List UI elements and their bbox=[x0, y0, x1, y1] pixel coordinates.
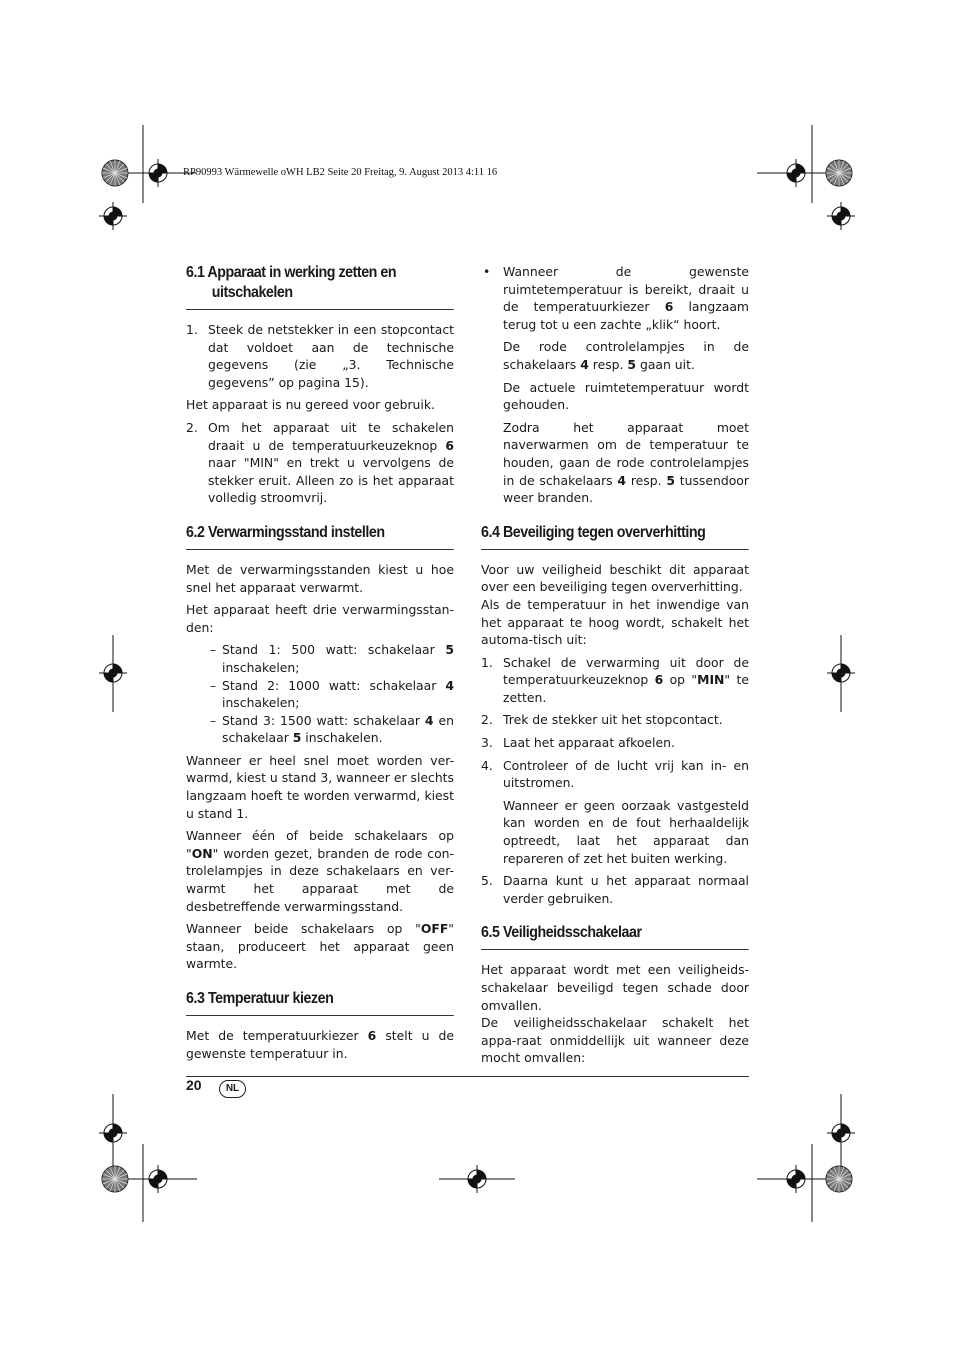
section-title: Beveiliging tegen oververhitting bbox=[502, 523, 706, 541]
paragraph: Het apparaat wordt met een veiligheids-schakelaar beveiligd tegen schade door omvallen. bbox=[481, 962, 749, 1013]
list-item: 2. Om het apparaat uit te schakelen draait u de temperatuurkeuzeknop 6 naar "MIN" en trekt u vervolgens de stekker eruit. Alleen zo is het apparaat volledig stroomvrij. bbox=[186, 419, 454, 506]
section-title-line2: uitschakelen bbox=[211, 284, 293, 301]
paragraph: Het apparaat is nu gereed voor gebruik. bbox=[186, 397, 435, 413]
paragraph: Als de temperatuur in het inwendige van het apparaat te hoog wordt, schakelt het automa-tisch uit: bbox=[481, 596, 749, 648]
paragraph: Wanneer er heel snel moet worden ver-warmd, kiest u stand 3, wanneer er slechts langzaam hoeft te worden verwarmd, kiest u stand 1. bbox=[186, 752, 454, 821]
section-heading-6-3 bbox=[186, 989, 454, 1016]
page-number: 20 bbox=[186, 1077, 202, 1093]
bullet-list bbox=[481, 263, 749, 507]
heating-modes-list bbox=[186, 641, 454, 747]
list-item: 4. Controleer of de lucht vrij kan in- en uitstromen. Wanneer er geen oorzaak vastgesteld kan worden en de fout herhaaldelijk optreedt, laat het apparaat dan repareren of zet het buiten werking. bbox=[481, 757, 749, 866]
steps-list bbox=[186, 321, 454, 391]
steps-list bbox=[186, 419, 454, 507]
paragraph: Voor uw veiligheid beschikt dit apparaat over een beveiliging tegen oververhitting. bbox=[481, 561, 749, 595]
section-title: Apparaat in werking zetten en bbox=[207, 264, 397, 281]
list-item: – Stand 2: 1000 watt: schakelaar 4 inschakelen; bbox=[210, 677, 454, 711]
print-slug: RP90993 Wärmewelle oWH LB2 Seite 20 Freitag, 9. August 2013 4:11 16 bbox=[183, 167, 498, 178]
section-number: 6.3 bbox=[186, 990, 205, 1007]
section-heading-6-1 bbox=[186, 263, 454, 310]
section-number: 6.1 bbox=[186, 264, 205, 281]
section-title: Verwarmingsstand instellen bbox=[207, 523, 385, 541]
language-badge: NL bbox=[219, 1080, 246, 1098]
section-heading-6-4 bbox=[481, 523, 749, 550]
section-title: Veiligheidsschakelaar bbox=[502, 924, 642, 942]
list-item: – Stand 3: 1500 watt: schakelaar 4 en schakelaar 5 inschakelen. bbox=[210, 712, 454, 746]
list-item: 1. Steek de netstekker in een stopcontact dat voldoet aan de technische gegevens (zie „3. Technische gegevens” op pagina 15). bbox=[186, 322, 454, 390]
paragraph: Met de verwarmingsstanden kiest u hoe snel het apparaat verwarmt. bbox=[186, 561, 454, 595]
left-column bbox=[186, 263, 454, 1067]
section-number: 6.5 bbox=[481, 924, 500, 942]
section-number: 6.2 bbox=[186, 523, 205, 541]
right-column bbox=[481, 263, 749, 1072]
paragraph: Wanneer één of beide schakelaars op "ON" worden gezet, branden de rode con-trolelampjes in deze schakelaars en ver-warmt het apparaat met de desbetreffende verwarmingsstand. bbox=[186, 828, 454, 914]
section-title: Temperatuur kiezen bbox=[207, 990, 334, 1007]
paragraph: Het apparaat heeft drie verwarmingsstan-den: bbox=[186, 602, 454, 635]
paragraph: Met de temperatuurkiezer 6 stelt u de gewenste temperatuur in. bbox=[186, 1028, 454, 1061]
list-item: 5. Daarna kunt u het apparaat normaal verder gebruiken. bbox=[481, 873, 749, 906]
list-item: 1. Schakel de verwarming uit door de temperatuurkeuzeknop 6 op "MIN" te zetten. bbox=[481, 654, 749, 705]
list-item: 3. Laat het apparaat afkoelen. bbox=[481, 735, 675, 751]
list-item: • Wanneer de gewenste ruimtetemperatuur is bereikt, draait u de temperatuurkiezer 6 langzaam terug tot u een zachte „klik“ hoort. De rode controlelampjes in de schakelaars 4 resp. 5 gaan uit. De actuele ruimtetemperatuur wordt gehouden. Zodra het apparaat moet naverwarmen om de temperatuur te houden, gaan de rode controlelampjes in de schakelaars 4 resp. 5 tussendoor weer branden. bbox=[483, 264, 749, 506]
list-item: 2. Trek de stekker uit het stopcontact. bbox=[481, 712, 723, 728]
list-item: – Stand 1: 500 watt: schakelaar 5 inschakelen; bbox=[210, 642, 454, 675]
section-heading-6-2 bbox=[186, 523, 454, 550]
paragraph: Wanneer beide schakelaars op "OFF" staan, produceert het apparaat geen warmte. bbox=[186, 921, 454, 972]
footer-divider bbox=[186, 1076, 749, 1077]
section-heading-6-5 bbox=[481, 923, 749, 950]
paragraph: De veiligheidsschakelaar schakelt het appa-raat onmiddellijk uit wanneer deze mocht omvallen: bbox=[481, 1015, 749, 1066]
steps-list bbox=[481, 654, 749, 908]
section-number: 6.4 bbox=[481, 523, 500, 541]
